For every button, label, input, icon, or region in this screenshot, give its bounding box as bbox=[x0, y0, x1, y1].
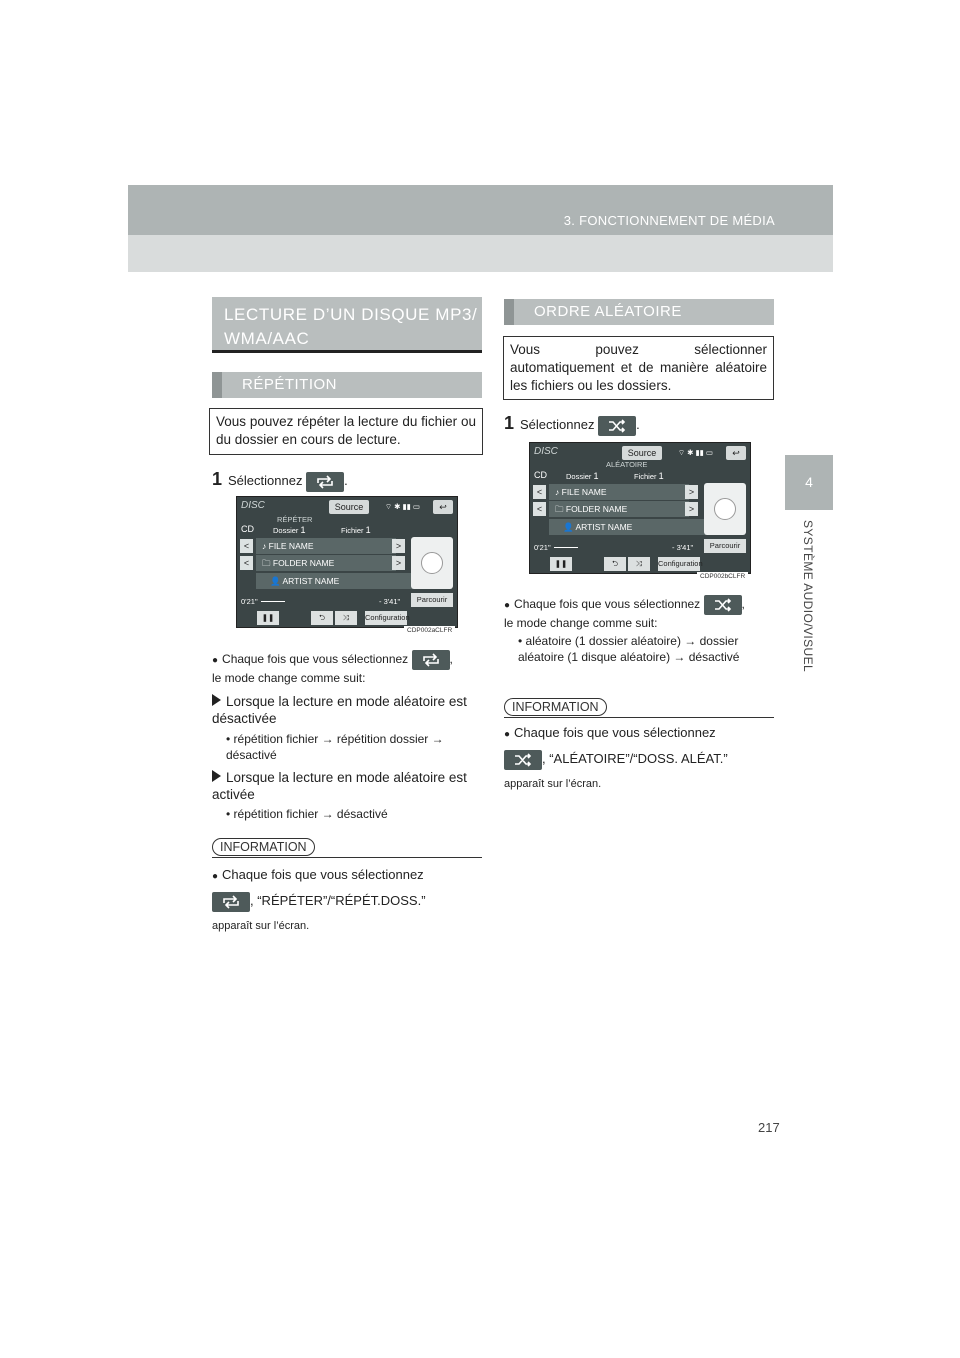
section-title: LECTURE D’UN DISQUE MP3/ WMA/AAC bbox=[212, 297, 482, 353]
remaining-time: - 3'41" bbox=[672, 543, 694, 552]
elapsed-time: 0'21" bbox=[241, 597, 258, 606]
chapter-tab: 4 bbox=[785, 455, 833, 510]
repeat-icon[interactable] bbox=[212, 892, 250, 912]
next-file-button[interactable]: > bbox=[685, 485, 698, 499]
case-shuffle-off: Lorsque la lecture en mode aléatoire est désactivée bbox=[212, 694, 467, 726]
fichier-info: Fichier 1 bbox=[634, 471, 664, 481]
dossier-info: Dossier 1 bbox=[273, 525, 306, 535]
bullet-mode: ● Chaque fois que vous sélectionnez , le mode change comme suit: bbox=[212, 650, 482, 686]
info-label: INFORMATION bbox=[504, 698, 607, 716]
mode-indicator: ALÉATOIRE bbox=[606, 460, 648, 469]
mode-indicator: RÉPÉTER bbox=[277, 515, 313, 524]
info-divider bbox=[212, 857, 482, 858]
elapsed-time: 0'21" bbox=[534, 543, 551, 552]
bullet-mode-shuffle: ● Chaque fois que vous sélectionnez , le mode change comme suit: bbox=[504, 595, 774, 631]
artist-row: 👤 ARTIST NAME bbox=[256, 573, 420, 589]
page-number: 217 bbox=[758, 1120, 780, 1135]
screen-shuffle bbox=[529, 442, 751, 574]
screen-title: DISC bbox=[534, 446, 558, 457]
progress-bar bbox=[554, 547, 578, 548]
folder-row[interactable]: 🗀 FOLDER NAME bbox=[549, 501, 689, 517]
info-divider bbox=[504, 717, 774, 718]
source-button[interactable]: Source bbox=[622, 446, 662, 460]
next-file-button[interactable]: > bbox=[392, 539, 405, 553]
header-subbar bbox=[128, 235, 833, 272]
shuffle-sequence: • aléatoire (1 dossier aléatoire) → dossier aléatoire (1 disque aléatoire) → désactivé bbox=[518, 634, 740, 664]
shuffle-button[interactable]: ⤨ bbox=[335, 611, 357, 625]
intro-box-shuffle: Vous pouvez sélectionner automatiquement et de manière aléatoire les fichiers ou les dossiers. bbox=[503, 336, 774, 400]
artist-row: 👤 ARTIST NAME bbox=[549, 519, 713, 535]
next-folder-button[interactable]: > bbox=[685, 502, 698, 516]
chapter-title: 3. FONCTIONNEMENT DE MÉDIA bbox=[563, 213, 775, 228]
source-button[interactable]: Source bbox=[329, 500, 369, 514]
pause-button[interactable]: ❚❚ bbox=[550, 557, 572, 571]
config-button[interactable]: Configuration bbox=[658, 557, 700, 571]
file-row[interactable]: ♪ FILE NAME bbox=[256, 538, 396, 554]
repeat-button[interactable]: ⮌ bbox=[604, 557, 626, 571]
prev-folder-button[interactable]: < bbox=[533, 502, 546, 516]
progress-bar bbox=[261, 601, 285, 602]
shuffle-icon[interactable] bbox=[598, 416, 636, 436]
cd-label: CD bbox=[534, 470, 547, 480]
subsection-shuffle: ORDRE ALÉATOIRE bbox=[504, 299, 774, 325]
prev-folder-button[interactable]: < bbox=[240, 556, 253, 570]
info-text-shuffle: ● Chaque fois que vous sélectionnez , “ALÉATOIRE”/“DOSS. ALÉAT.” apparaît sur l’écran. bbox=[504, 721, 774, 795]
fichier-info: Fichier 1 bbox=[341, 525, 371, 535]
shuffle-icon[interactable] bbox=[504, 750, 542, 770]
remaining-time: - 3'41" bbox=[379, 597, 401, 606]
image-code-label: CDP002bCLFR bbox=[697, 572, 748, 581]
case1-sequence: • répétition fichier → répétition dossier → désactivé bbox=[226, 732, 444, 762]
case2-sequence: • répétition fichier → désactivé bbox=[226, 807, 388, 821]
browse-button[interactable]: Parcourir bbox=[411, 593, 453, 607]
image-code-label: CDP002aCLFR bbox=[404, 626, 455, 635]
shuffle-icon[interactable] bbox=[704, 595, 742, 615]
file-row[interactable]: ♪ FILE NAME bbox=[549, 484, 689, 500]
step-1-shuffle: 1 Sélectionnez . bbox=[504, 413, 640, 436]
back-button[interactable]: ↩ bbox=[726, 446, 746, 460]
intro-box: Vous pouvez répéter la lecture du fichier ou du dossier en cours de lecture. bbox=[209, 408, 483, 455]
prev-file-button[interactable]: < bbox=[240, 539, 253, 553]
step-1: 1 Sélectionnez . bbox=[212, 469, 348, 492]
info-label: INFORMATION bbox=[212, 838, 315, 856]
prev-file-button[interactable]: < bbox=[533, 485, 546, 499]
dossier-info: Dossier 1 bbox=[566, 471, 599, 481]
browse-button[interactable]: Parcourir bbox=[704, 539, 746, 553]
shuffle-button[interactable]: ⤨ bbox=[628, 557, 650, 571]
screen-repeat bbox=[236, 496, 458, 628]
pause-button[interactable]: ❚❚ bbox=[257, 611, 279, 625]
folder-row[interactable]: 🗀 FOLDER NAME bbox=[256, 555, 396, 571]
cd-label: CD bbox=[241, 524, 254, 534]
case-shuffle-on: Lorsque la lecture en mode aléatoire est activée bbox=[212, 770, 467, 802]
side-label: SYSTÈME AUDIO/VISUEL bbox=[801, 520, 815, 673]
next-folder-button[interactable]: > bbox=[392, 556, 405, 570]
back-button[interactable]: ↩ bbox=[433, 500, 453, 514]
screen-title: DISC bbox=[241, 500, 265, 511]
subsection-repeat: RÉPÉTITION bbox=[212, 372, 482, 398]
status-icons: ⌔ ✱ ▮▮ ▭ bbox=[385, 502, 420, 511]
info-text: ● Chaque fois que vous sélectionnez , “RÉPÉTER”/“RÉPÉT.DOSS.” apparaît sur l’écran. bbox=[212, 863, 482, 937]
repeat-icon[interactable] bbox=[412, 650, 450, 670]
repeat-icon[interactable] bbox=[306, 472, 344, 492]
status-icons: ⌔ ✱ ▮▮ ▭ bbox=[678, 448, 713, 457]
repeat-button[interactable]: ⮌ bbox=[311, 611, 333, 625]
config-button[interactable]: Configuration bbox=[365, 611, 407, 625]
disc-icon bbox=[411, 537, 453, 589]
disc-icon bbox=[704, 483, 746, 535]
